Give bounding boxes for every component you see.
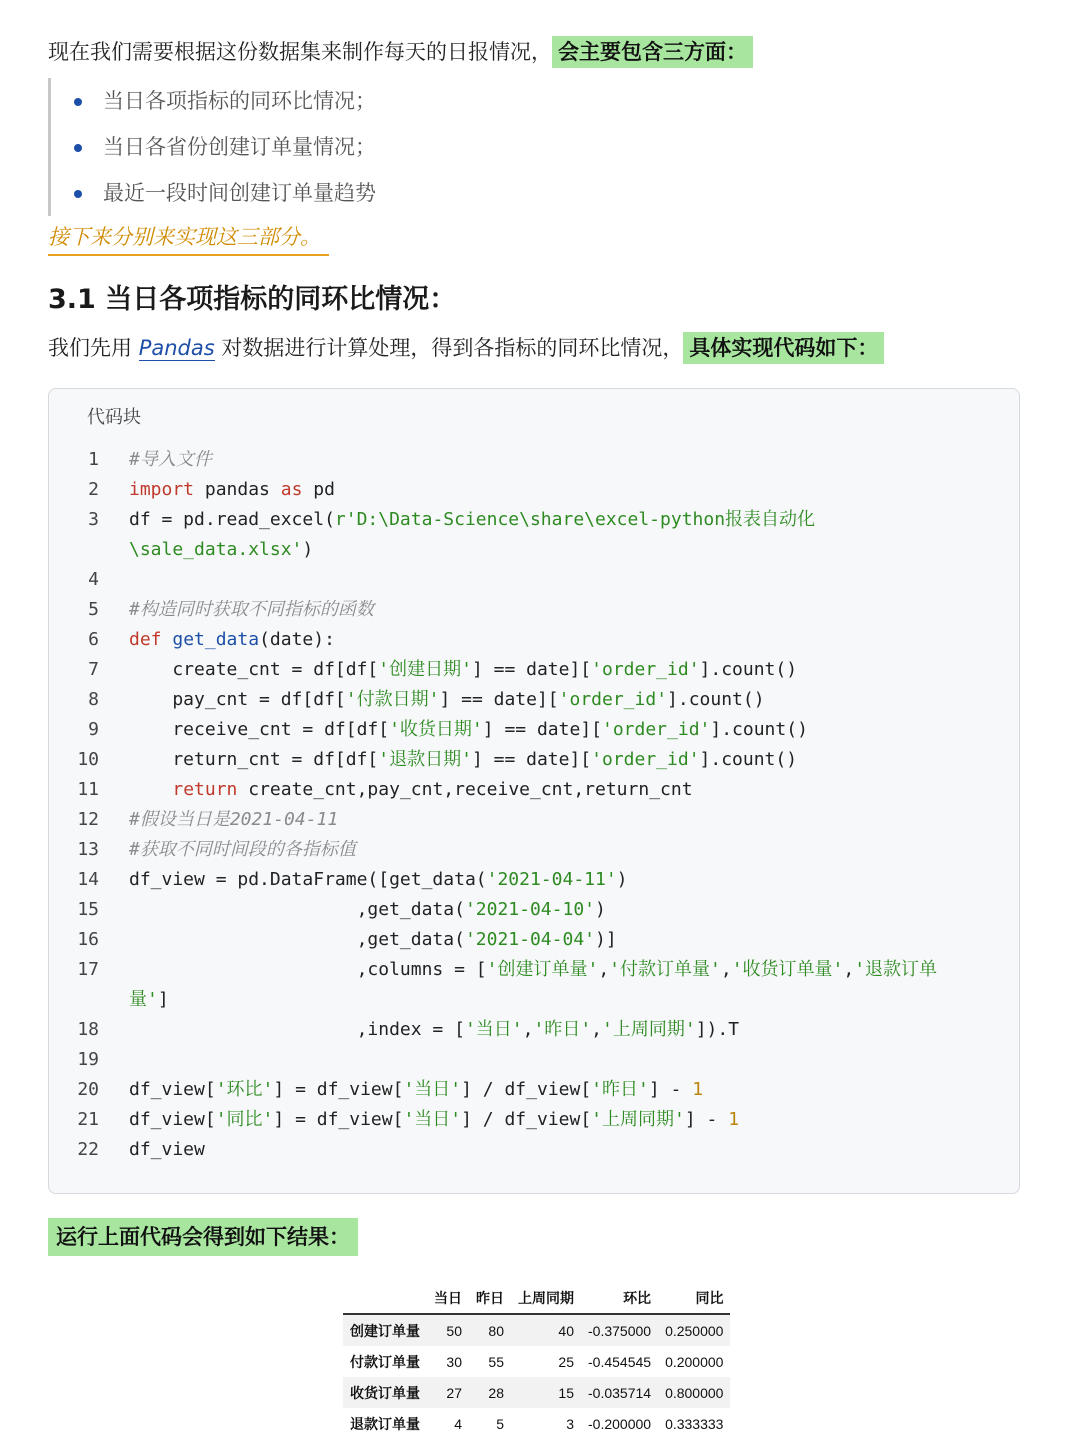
- code-line: [49, 745, 1021, 775]
- code-line: [49, 685, 1021, 715]
- code-line: [49, 595, 1021, 625]
- table-cell: 55: [488, 1353, 504, 1370]
- table-cell: 25: [558, 1353, 574, 1370]
- table-cell: -0.454545: [588, 1353, 652, 1370]
- code-line: [49, 565, 1021, 595]
- bullet-list: [48, 78, 551, 216]
- list-item: [51, 124, 551, 170]
- pandas-link[interactable]: Pandas: [138, 336, 215, 360]
- line-number: 1: [88, 449, 99, 470]
- table-header-index: [343, 1282, 427, 1314]
- code-text: import pandas as pd: [129, 479, 335, 500]
- para-before: 我们先用: [48, 336, 139, 360]
- line-number: 18: [77, 1019, 99, 1040]
- table-header: 环比: [581, 1282, 658, 1314]
- code-text: return create_cnt,pay_cnt,receive_cnt,return_cnt: [172, 779, 693, 800]
- result-label: 运行上面代码会得到如下结果：: [48, 1218, 358, 1256]
- code-text: #构造同时获取不同指标的函数: [129, 599, 374, 620]
- intro-paragraph: [48, 32, 753, 72]
- table-cell: 0.200000: [665, 1353, 724, 1370]
- bullet-icon: [74, 144, 82, 152]
- list-item-text: 当日各项指标的同环比情况；: [103, 89, 376, 113]
- table-cell: 4: [454, 1415, 462, 1432]
- code-text: ,index = ['当日','昨日','上周同期']).T: [129, 1019, 740, 1040]
- line-number: 2: [88, 479, 99, 500]
- section-heading: 3.1 当日各项指标的同环比情况：: [48, 284, 457, 315]
- table-row: [343, 1314, 730, 1346]
- code-text: return_cnt = df[df['退款日期'] == date]['order_id'].count(): [129, 749, 798, 770]
- section-paragraph: [48, 328, 884, 368]
- code-content: [49, 445, 1021, 1165]
- code-text: df_view = pd.DataFrame([get_data('2021-04-11'): [129, 869, 628, 890]
- code-line: [49, 805, 1021, 835]
- code-line: [49, 865, 1021, 895]
- code-line: [49, 985, 1021, 1015]
- intro-text: 现在我们需要根据这份数据集来制作每天的日报情况，: [48, 40, 552, 64]
- table-cell: 0.800000: [665, 1384, 724, 1401]
- table-cell: 40: [558, 1322, 574, 1339]
- table-cell: 80: [488, 1322, 504, 1339]
- para-highlight: 具体实现代码如下：: [683, 332, 884, 364]
- line-number: 17: [77, 959, 99, 980]
- code-text: #假设当日是2021-04-11: [129, 809, 339, 830]
- code-text: def get_data(date):: [129, 629, 335, 650]
- result-table: [343, 1282, 730, 1439]
- code-text: df_view['同比'] = df_view['当日'] / df_view['上周同期'] - 1: [129, 1109, 740, 1130]
- code-text: receive_cnt = df[df['收货日期'] == date]['order_id'].count(): [129, 719, 808, 740]
- code-line: [49, 625, 1021, 655]
- code-line: [49, 1135, 1021, 1165]
- line-number: 8: [88, 689, 99, 710]
- code-line: [49, 1015, 1021, 1045]
- line-number: 22: [77, 1139, 99, 1160]
- table-cell: 27: [446, 1384, 462, 1401]
- code-line: [49, 535, 1021, 565]
- line-number: 3: [88, 509, 99, 530]
- code-line: [49, 475, 1021, 505]
- code-line: [49, 1045, 1021, 1075]
- line-number: 9: [88, 719, 99, 740]
- table-header-row: [343, 1282, 730, 1314]
- line-number: 5: [88, 599, 99, 620]
- table-cell: 30: [446, 1353, 462, 1370]
- row-label: 付款订单量: [350, 1353, 420, 1370]
- line-number: 10: [77, 749, 99, 770]
- line-number: 20: [77, 1079, 99, 1100]
- code-line: [49, 1105, 1021, 1135]
- para-after: 对数据进行计算处理，得到各指标的同环比情况，: [214, 336, 684, 360]
- line-number: 6: [88, 629, 99, 650]
- bullet-icon: [74, 98, 82, 106]
- code-line: [49, 655, 1021, 685]
- line-number: 15: [77, 899, 99, 920]
- code-line: [49, 505, 1021, 535]
- code-block: [48, 388, 1020, 1194]
- table-header: 当日: [427, 1282, 469, 1314]
- line-number: 19: [77, 1049, 99, 1070]
- code-line: [49, 715, 1021, 745]
- list-item-text: 当日各省份创建订单量情况；: [103, 135, 376, 159]
- table-cell: -0.200000: [588, 1415, 652, 1432]
- list-item-text: 最近一段时间创建订单量趋势: [103, 181, 376, 205]
- line-number: 12: [77, 809, 99, 830]
- table-cell: 5: [496, 1415, 504, 1432]
- table-cell: 15: [558, 1384, 574, 1401]
- table-header: 上周同期: [511, 1282, 581, 1314]
- code-text: #获取不同时间段的各指标值: [129, 839, 356, 860]
- table-cell: -0.375000: [588, 1322, 652, 1339]
- line-number: 16: [77, 929, 99, 950]
- code-line: [49, 1075, 1021, 1105]
- line-number: 7: [88, 659, 99, 680]
- table-header: 昨日: [469, 1282, 511, 1314]
- table-cell: 50: [446, 1322, 462, 1339]
- row-label: 创建订单量: [350, 1322, 420, 1339]
- code-line: [49, 895, 1021, 925]
- code-text: ,columns = ['创建订单量','付款订单量','收货订单量','退款订单: [129, 959, 938, 980]
- next-steps-note: 接下来分别来实现这三部分。: [48, 220, 329, 256]
- table-header: 同比: [658, 1282, 730, 1314]
- table-row: [343, 1408, 730, 1439]
- code-text: df = pd.read_excel(r'D:\Data-Science\share\excel-python报表自动化: [129, 509, 816, 530]
- table-cell: 28: [488, 1384, 504, 1401]
- list-item: [51, 78, 551, 124]
- code-text: 量']: [129, 989, 169, 1010]
- line-number: 4: [88, 569, 99, 590]
- code-text: \sale_data.xlsx'): [129, 539, 314, 560]
- code-text: create_cnt = df[df['创建日期'] == date]['order_id'].count(): [129, 659, 798, 680]
- list-item: [51, 170, 551, 216]
- code-line: [49, 925, 1021, 955]
- row-label: 退款订单量: [350, 1415, 420, 1432]
- table-row: [343, 1377, 730, 1408]
- code-text: ,get_data('2021-04-10'): [129, 899, 606, 920]
- code-text: df_view['环比'] = df_view['当日'] / df_view['昨日'] - 1: [129, 1079, 704, 1100]
- table-cell: 0.250000: [665, 1322, 724, 1339]
- code-block-title: 代码块: [87, 407, 141, 428]
- table-row: [343, 1346, 730, 1377]
- table-cell: 0.333333: [665, 1415, 724, 1432]
- line-number: 14: [77, 869, 99, 890]
- table-cell: 3: [566, 1415, 574, 1432]
- row-label: 收货订单量: [350, 1384, 420, 1401]
- code-line: [49, 445, 1021, 475]
- line-number: 11: [77, 779, 99, 800]
- code-text: df_view: [129, 1139, 205, 1160]
- bullet-icon: [74, 190, 82, 198]
- table-cell: -0.035714: [588, 1384, 652, 1401]
- intro-highlight: 会主要包含三方面：: [552, 36, 753, 68]
- code-line: [49, 835, 1021, 865]
- code-line: [49, 955, 1021, 985]
- code-text: #导入文件: [129, 449, 212, 470]
- code-text: ,get_data('2021-04-04')]: [129, 929, 617, 950]
- line-number: 13: [77, 839, 99, 860]
- line-number: 21: [77, 1109, 99, 1130]
- code-line: [49, 775, 1021, 805]
- code-text: pay_cnt = df[df['付款日期'] == date]['order_id'].count(): [129, 689, 765, 710]
